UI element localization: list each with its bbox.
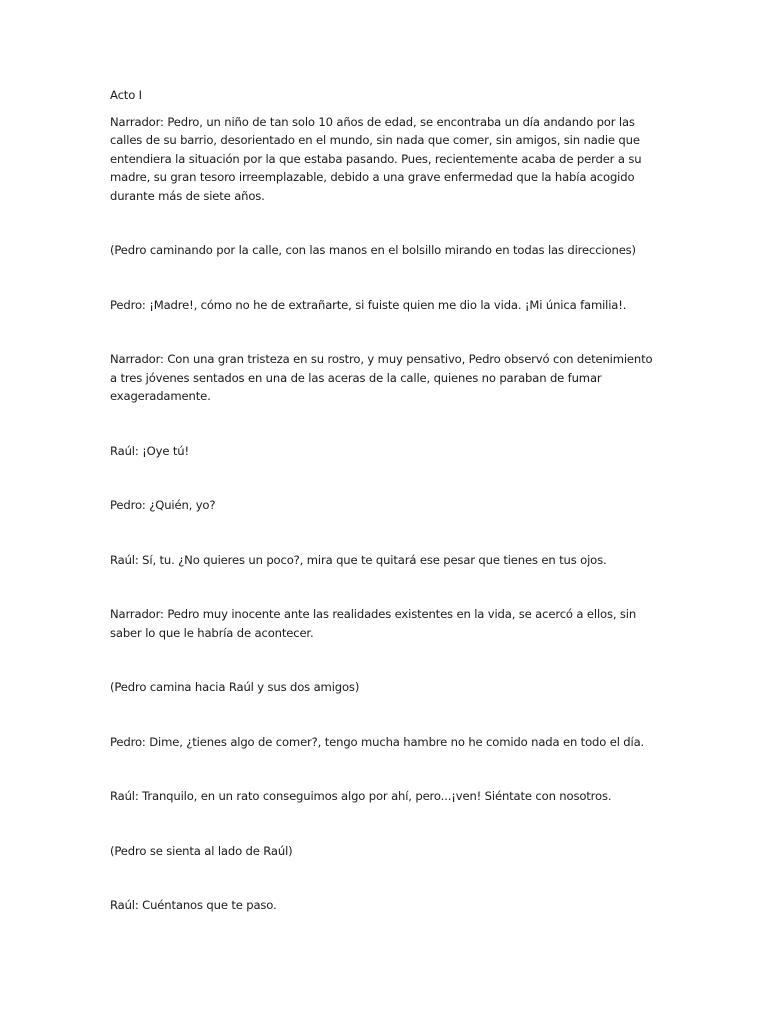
dialogue-line: Raúl: Cuéntanos que te paso. bbox=[110, 898, 277, 912]
dialogue-line: Raúl: ¡Oye tú! bbox=[110, 443, 189, 458]
stage-direction: (Pedro caminando por la calle, con las manos en el bolsillo mirando en todas las direcciones) bbox=[110, 243, 636, 257]
script-body bbox=[110, 86, 655, 915]
narrator-paragraph: Narrador: Pedro, un niño de tan solo 10 años de edad, se encontraba un día andando por las calles de su barrio, desorientado en el mundo, sin nada que comer, sin amigos, sin nadie que entendiera la situación por la que estaba pasando. Pues, recientemente acaba de perder a su madre, su gran tesoro irreemplazable, debido a una grave enfermedad que la había acogido durante más de siete años. bbox=[110, 114, 642, 203]
stage-direction: (Pedro camina hacia Raúl y sus dos amigos) bbox=[110, 680, 360, 694]
stage-direction: (Pedro se sienta al lado de Raúl) bbox=[110, 843, 293, 858]
dialogue-line: Raúl: Tranquilo, en un rato conseguimos algo por ahí, pero...¡ven! Siéntate con nosotros. bbox=[110, 789, 612, 803]
dialogue-line: Pedro: ¡Madre!, cómo no he de extrañarte, si fuiste quien me dio la vida. ¡Mi única familia!. bbox=[110, 297, 627, 312]
dialogue-line: Raúl: Sí, tu. ¿No quieres un poco?, mira que te quitará ese pesar que tienes en tus ojos. bbox=[110, 552, 607, 567]
dialogue-line: Pedro: ¿Quién, yo? bbox=[110, 498, 216, 512]
narrator-paragraph: Narrador: Pedro muy inocente ante las realidades existentes en la vida, se acercó a ellos, sin saber lo que le habría de acontecer. bbox=[110, 607, 637, 640]
narrator-paragraph: Narrador: Con una gran tristeza en su rostro, y muy pensativo, Pedro observó con detenimiento a tres jóvenes sentados en una de las aceras de la calle, quienes no paraban de fumar exageradamente. bbox=[110, 352, 653, 403]
act-heading: Acto I bbox=[110, 88, 142, 102]
dialogue-line: Pedro: Dime, ¿tienes algo de comer?, tengo mucha hambre no he comido nada en todo el día. bbox=[110, 734, 645, 749]
